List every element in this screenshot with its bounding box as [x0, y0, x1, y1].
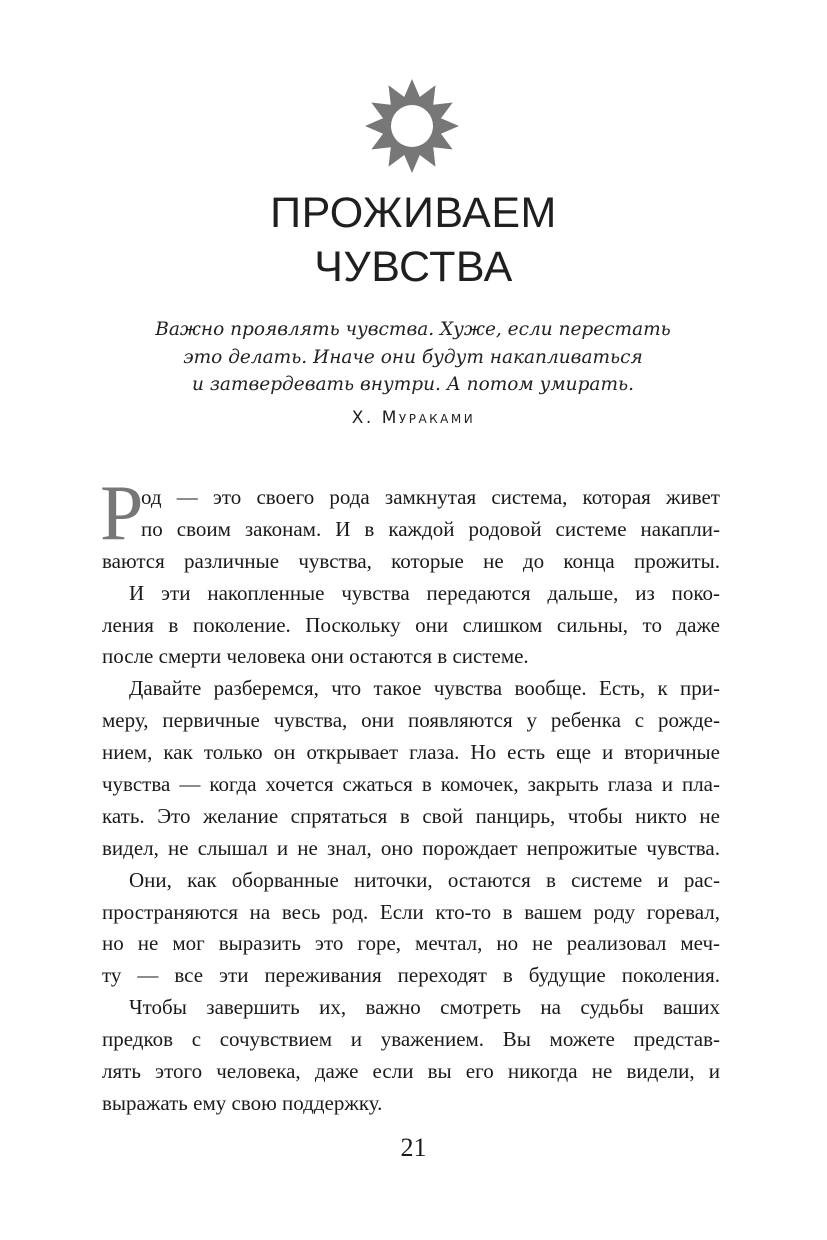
text-line-15: но не мог выразить это горе, мечтал, но не реализовал меч- [102, 931, 720, 956]
text-line-5: ления в поколение. Поскольку они слишком сильны, то даже [102, 612, 720, 637]
text-line-1: од — это своего рода замкнутая система, которая живет [141, 485, 720, 509]
text-line-7: Давайте разберемся, что такое чувства вообще. Есть, к при- [129, 676, 720, 701]
text-line-20: выражать ему свою поддержку. [102, 1090, 383, 1115]
text-line-11: кать. Это желание спрятаться в свой панцирь, чтобы никто не [102, 803, 720, 828]
chapter-title-line-2: ЧУВСТВА [314, 243, 513, 291]
page-number: 21 [400, 1133, 427, 1162]
epigraph-quote [100, 316, 726, 399]
text-line-18: предков с сочувствием и уважением. Вы можете представ- [102, 1027, 720, 1052]
epigraph-line-3: и затвердевать внутри. А потом умирать. [192, 374, 634, 395]
epigraph-author: Х. Мураками [351, 408, 476, 428]
drop-cap: Р [100, 469, 144, 556]
text-line-2: по своим законам. И в каждой родовой системе накапли- [141, 516, 720, 541]
body-text [102, 482, 720, 1120]
text-line-6: после смерти человека они остаются в системе. [102, 644, 529, 669]
text-line-3: ваются различные чувства, которые не до конца прожиты. [102, 548, 720, 573]
sun-icon [364, 78, 460, 174]
text-line-4: И эти накопленные чувства передаются дальше, из поко- [129, 580, 720, 605]
text-line-13: Они, как оборванные ниточки, остаются в системе и рас- [129, 867, 720, 892]
text-line-19: лять этого человека, даже если вы его никогда не видели, и [102, 1059, 720, 1084]
text-line-17: Чтобы завершить их, важно смотреть на судьбы ваших [129, 995, 720, 1020]
epigraph-line-2: это делать. Иначе они будут накапливаться [183, 346, 643, 368]
text-line-9: нием, как только он открывает глаза. Но есть еще и вторичные [102, 740, 720, 765]
text-line-16: ту — все эти переживания переходят в будущие поколения. [102, 963, 720, 988]
text-line-12: видел, не слышал и не знал, оно порождает непрожитые чувства. [102, 835, 720, 860]
epigraph-line-1: Важно проявлять чувства. Хуже, если перестать [155, 319, 671, 340]
text-line-14: пространяются на весь род. Если кто-то в вашем роду горевал, [102, 899, 720, 924]
chapter-title [0, 186, 827, 294]
text-line-8: меру, первичные чувства, они появляются у ребенка с рожде- [102, 708, 720, 733]
chapter-title-line-1: ПРОЖИВАЕМ [270, 189, 557, 237]
text-line-10: чувства — когда хочется сжаться в комочек, закрыть глаза и пла- [102, 772, 720, 797]
